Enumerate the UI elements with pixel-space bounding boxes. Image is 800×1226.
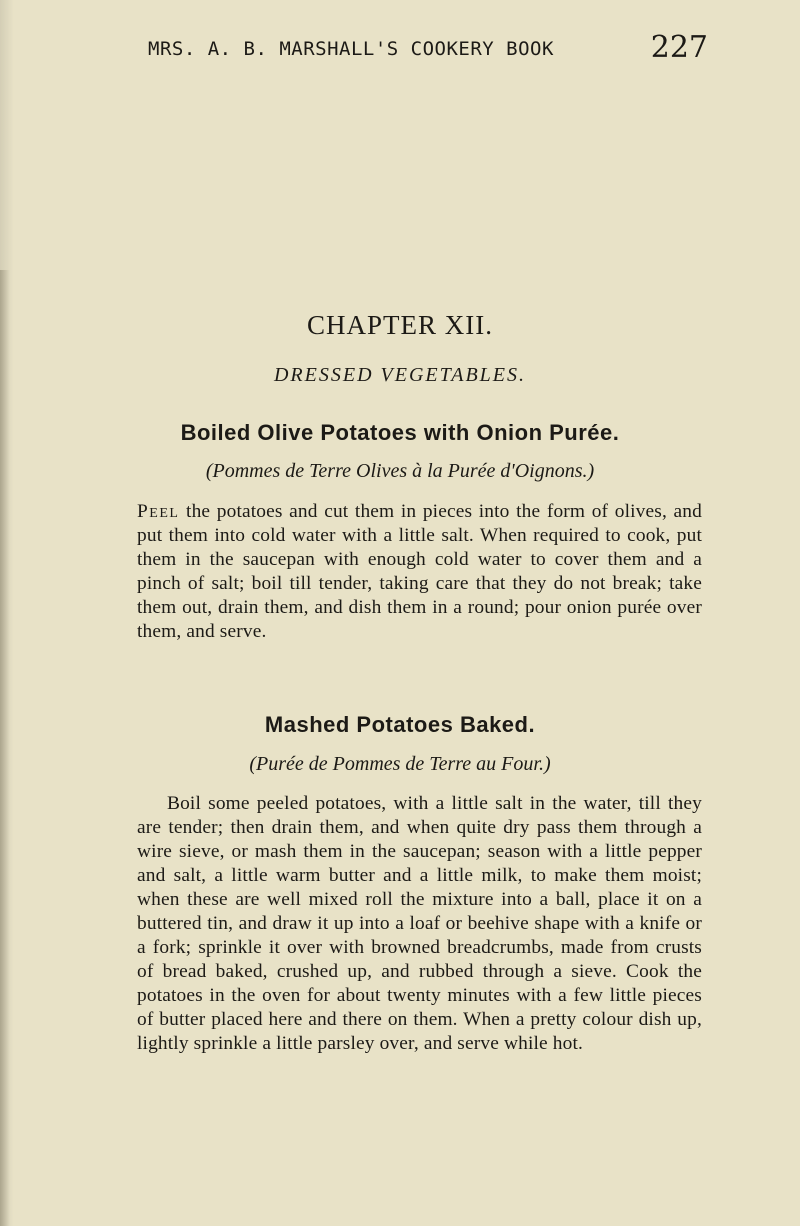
running-header <box>148 30 708 70</box>
recipe-subtitle: (Pommes de Terre Olives à la Purée d'Oignons.) <box>205 460 595 482</box>
chapter-subtitle: DRESSED VEGETABLES. <box>273 364 527 386</box>
recipe-lead-word: Peel <box>137 501 180 522</box>
running-title: MRS. A. B. MARSHALL'S COOKERY BOOK <box>148 38 554 60</box>
page-gutter-shadow <box>0 270 10 1226</box>
recipe-title: Boiled Olive Potatoes with Onion Purée. <box>180 420 620 445</box>
recipe-body <box>137 792 702 1056</box>
recipe-body-text: the potatoes and cut them in pieces into the form of olives, and put them into cold water with a little salt. When required to cook, put them in the saucepan with enough cold water to cover them and a pinch of salt; boil till tender, taking care that they do not break; take them out, drain them, and dish them in a round; pour onion purée over them, and serve. <box>137 501 702 642</box>
recipe-title: Mashed Potatoes Baked. <box>264 712 536 737</box>
chapter-heading: CHAPTER XII. <box>307 310 493 340</box>
recipe-subtitle: (Purée de Pommes de Terre au Four.) <box>249 753 551 775</box>
recipe-body-text: Boil some peeled potatoes, with a little salt in the water, till they are tender; then drain them, and when quite dry pass them through a wire sieve, or mash them in the saucepan; season with a little pepper and salt, a little warm butter and a little milk, to make them moist; when these are well mixed roll the mixture into a ball, place it on a buttered tin, and draw it up into a loaf or beehive shape with a knife or a fork; sprinkle it over with browned breadcrumbs, made from crusts of bread baked, crushed up, and rubbed through a sieve. Cook the potatoes in the oven for about twenty minutes with a few little pieces of butter placed here and there on them. When a pretty colour dish up, lightly sprinkle a little parsley over, and serve while hot. <box>137 793 702 1054</box>
page-number: 227 <box>650 30 708 65</box>
recipe-body <box>137 500 702 644</box>
